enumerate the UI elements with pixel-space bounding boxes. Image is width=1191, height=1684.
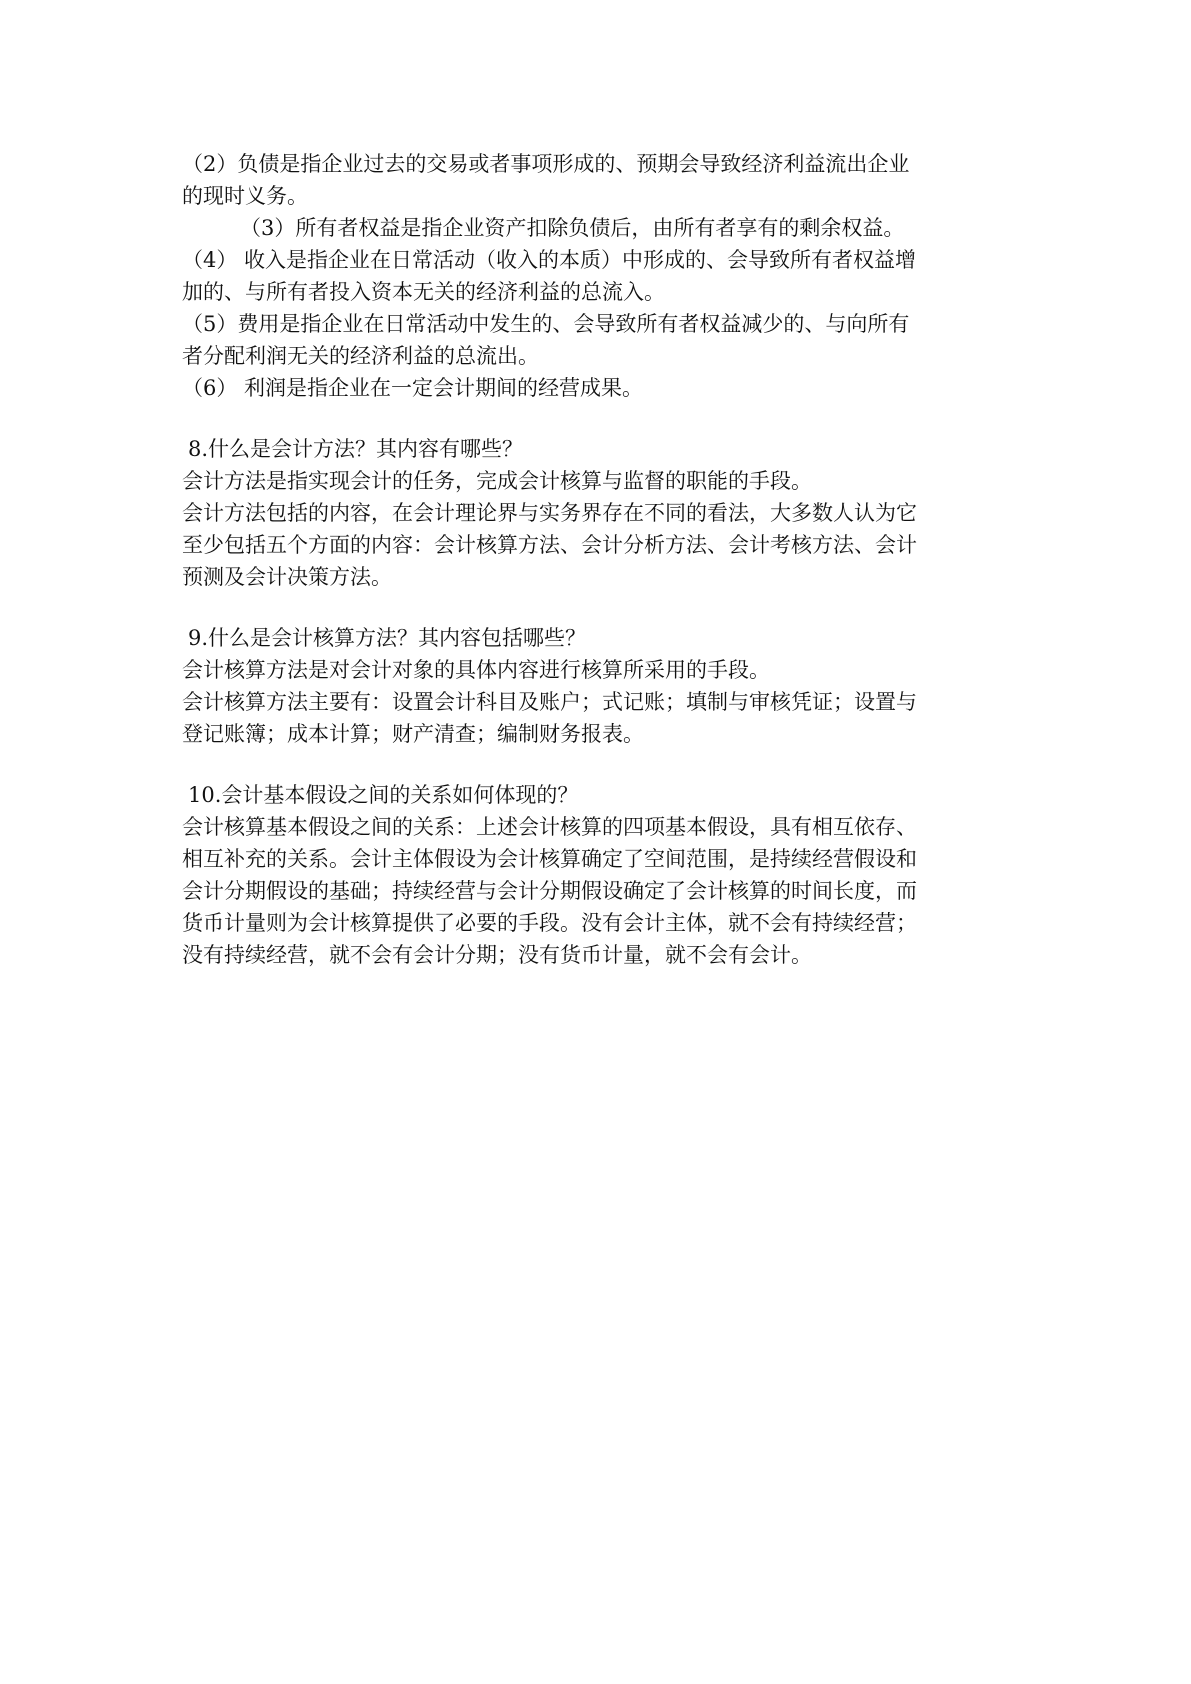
- document-page: [182, 148, 1022, 971]
- question-9-heading: 9.什么是会计核算方法？其内容包括哪些？: [188, 626, 587, 650]
- question-9-answer-1: 会计核算方法是对会计对象的具体内容进行核算所采用的手段。: [182, 658, 770, 682]
- section-gap: [182, 404, 1022, 433]
- liability-definition-line-1: （2）负债是指企业过去的交易或者事项形成的、预期会导致经济利益流出企业: [182, 152, 910, 176]
- question-9-answer-2-line-1: 会计核算方法主要有：设置会计科目及账户；式记账；填制与审核凭证；设置与: [182, 690, 917, 714]
- profit-definition: （6） 利润是指企业在一定会计期间的经营成果。: [182, 376, 644, 400]
- question-10-heading: 10.会计基本假设之间的关系如何体现的？: [188, 783, 579, 807]
- question-8-answer-2-line-2: 至少包括五个方面的内容：会计核算方法、会计分析方法、会计考核方法、会计: [182, 533, 917, 557]
- expense-definition-line-2: 者分配利润无关的经济利益的总流出。: [182, 344, 539, 368]
- income-definition-line-2: 加的、与所有者投入资本无关的经济利益的总流入。: [182, 280, 665, 304]
- question-10-answer-line-2: 相互补充的关系。会计主体假设为会计核算确定了空间范围，是持续经营假设和: [182, 847, 917, 871]
- expense-definition-line-1: （5）费用是指企业在日常活动中发生的、会导致所有者权益减少的、与向所有: [182, 312, 910, 336]
- definitions-section: [182, 148, 1022, 404]
- question-10-answer-line-5: 没有持续经营，就不会有会计分期；没有货币计量，就不会有会计。: [182, 943, 812, 967]
- question-10-section: [182, 779, 1022, 971]
- question-8-heading: 8.什么是会计方法？其内容有哪些？: [188, 437, 524, 461]
- question-9-section: [182, 622, 1022, 750]
- section-gap: [182, 593, 1022, 622]
- question-10-answer-line-4: 货币计量则为会计核算提供了必要的手段。没有会计主体，就不会有持续经营；: [182, 911, 917, 935]
- question-9-answer-2-line-2: 登记账簿；成本计算；财产清查；编制财务报表。: [182, 722, 644, 746]
- question-8-answer-2-line-1: 会计方法包括的内容，在会计理论界与实务界存在不同的看法，大多数人认为它: [182, 501, 917, 525]
- question-10-answer-line-1: 会计核算基本假设之间的关系：上述会计核算的四项基本假设，具有相互依存、: [182, 815, 917, 839]
- equity-definition: （3）所有者权益是指企业资产扣除负债后，由所有者享有的剩余权益。: [240, 216, 905, 240]
- question-8-answer-2-line-3: 预测及会计决策方法。: [182, 565, 392, 589]
- question-8-section: [182, 433, 1022, 593]
- liability-definition-line-2: 的现时义务。: [182, 184, 308, 208]
- section-gap: [182, 750, 1022, 779]
- question-8-answer-1: 会计方法是指实现会计的任务，完成会计核算与监督的职能的手段。: [182, 469, 812, 493]
- income-definition-line-1: （4） 收入是指企业在日常活动（收入的本质）中形成的、会导致所有者权益增: [182, 248, 917, 272]
- question-10-answer-line-3: 会计分期假设的基础；持续经营与会计分期假设确定了会计核算的时间长度，而: [182, 879, 917, 903]
